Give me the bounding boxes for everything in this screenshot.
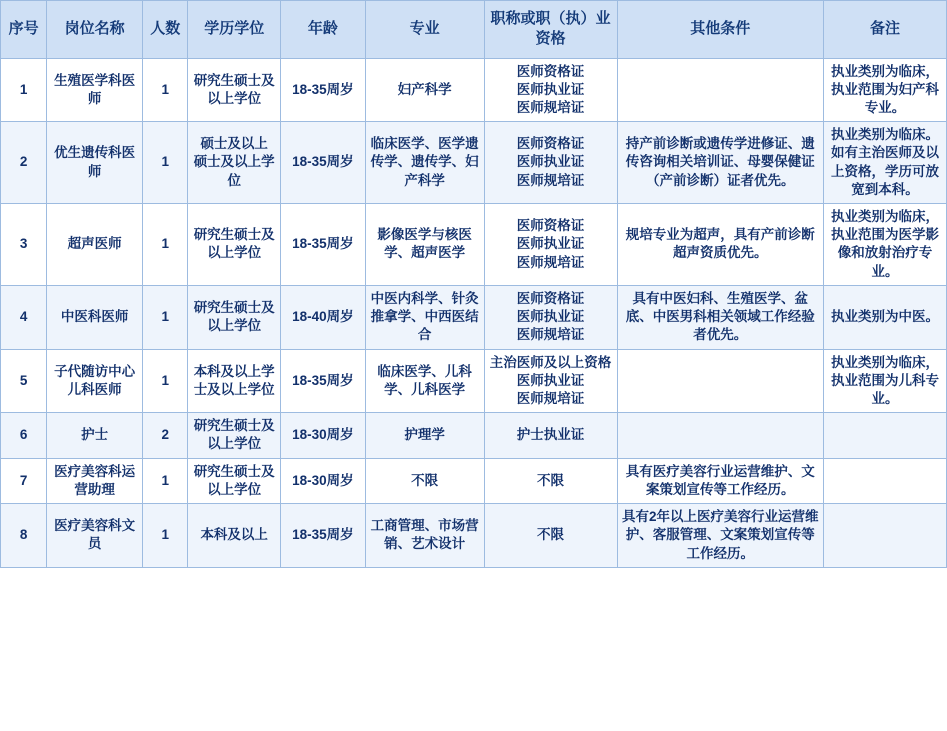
cell-major: 妇产科学 <box>365 58 484 122</box>
cell-major: 临床医学、医学遗传学、遗传学、妇产科学 <box>365 122 484 204</box>
cell-count: 1 <box>143 122 188 204</box>
cell-count: 1 <box>143 58 188 122</box>
cell-edu: 研究生硕士及以上学位 <box>188 458 281 503</box>
cell-edu: 研究生硕士及以上学位 <box>188 58 281 122</box>
cell-age: 18-40周岁 <box>281 285 366 349</box>
cell-num: 4 <box>1 285 47 349</box>
cell-age: 18-35周岁 <box>281 204 366 286</box>
table-row <box>1 349 947 413</box>
cell-cert: 不限 <box>484 504 617 568</box>
cell-edu: 研究生硕士及以上学位 <box>188 285 281 349</box>
cell-other: 具有中医妇科、生殖医学、盆底、中医男科相关领域工作经验者优先。 <box>617 285 824 349</box>
header-row <box>1 1 947 59</box>
cell-remark <box>824 413 947 458</box>
cell-cert: 主治医师及以上资格 医师执业证 医师规培证 <box>484 349 617 413</box>
cell-age: 18-30周岁 <box>281 413 366 458</box>
header-cell-count: 人数 <box>143 1 188 59</box>
header-cell-cert: 职称或职（执）业资格 <box>484 1 617 59</box>
cell-num: 1 <box>1 58 47 122</box>
cell-cert: 不限 <box>484 458 617 503</box>
cell-cert: 医师资格证 医师执业证 医师规培证 <box>484 204 617 286</box>
cell-edu: 硕士及以上 硕士及以上学位 <box>188 122 281 204</box>
cell-edu: 研究生硕士及以上学位 <box>188 204 281 286</box>
cell-remark: 执业类别为临床，执业范围为医学影像和放射治疗专业。 <box>824 204 947 286</box>
cell-cert: 医师资格证 医师执业证 医师规培证 <box>484 122 617 204</box>
cell-age: 18-35周岁 <box>281 58 366 122</box>
cell-remark: 执业类别为临床。如有主治医师及以上资格，学历可放宽到本科。 <box>824 122 947 204</box>
cell-other: 具有医疗美容行业运营维护、文案策划宣传等工作经历。 <box>617 458 824 503</box>
cell-num: 5 <box>1 349 47 413</box>
cell-other: 规培专业为超声，具有产前诊断超声资质优先。 <box>617 204 824 286</box>
cell-edu: 研究生硕士及以上学位 <box>188 413 281 458</box>
cell-count: 2 <box>143 413 188 458</box>
cell-count: 1 <box>143 349 188 413</box>
cell-count: 1 <box>143 458 188 503</box>
cell-name: 子代随访中心儿科医师 <box>47 349 143 413</box>
cell-major: 临床医学、儿科学、儿科医学 <box>365 349 484 413</box>
table-row <box>1 122 947 204</box>
cell-age: 18-35周岁 <box>281 504 366 568</box>
cell-edu: 本科及以上学士及以上学位 <box>188 349 281 413</box>
cell-cert: 护士执业证 <box>484 413 617 458</box>
table-body <box>1 58 947 567</box>
cell-num: 8 <box>1 504 47 568</box>
cell-name: 超声医师 <box>47 204 143 286</box>
cell-other <box>617 413 824 458</box>
cell-other: 具有2年以上医疗美容行业运营维护、客服管理、文案策划宣传等工作经历。 <box>617 504 824 568</box>
cell-cert: 医师资格证 医师执业证 医师规培证 <box>484 285 617 349</box>
cell-name: 医疗美容科运营助理 <box>47 458 143 503</box>
cell-name: 中医科医师 <box>47 285 143 349</box>
table-row <box>1 504 947 568</box>
table-row <box>1 58 947 122</box>
cell-remark <box>824 504 947 568</box>
cell-other <box>617 349 824 413</box>
cell-major: 中医内科学、针灸推拿学、中西医结合 <box>365 285 484 349</box>
cell-num: 7 <box>1 458 47 503</box>
cell-count: 1 <box>143 285 188 349</box>
cell-major: 护理学 <box>365 413 484 458</box>
cell-count: 1 <box>143 204 188 286</box>
cell-remark: 执业类别为临床，执业范围为儿科专业。 <box>824 349 947 413</box>
cell-other <box>617 58 824 122</box>
cell-name: 优生遗传科医师 <box>47 122 143 204</box>
header-cell-other: 其他条件 <box>617 1 824 59</box>
cell-name: 生殖医学科医师 <box>47 58 143 122</box>
header-cell-major: 专业 <box>365 1 484 59</box>
cell-remark: 执业类别为中医。 <box>824 285 947 349</box>
cell-major: 工商管理、市场营销、艺术设计 <box>365 504 484 568</box>
header-cell-remark: 备注 <box>824 1 947 59</box>
header-cell-name: 岗位名称 <box>47 1 143 59</box>
cell-remark: 执业类别为临床，执业范围为妇产科专业。 <box>824 58 947 122</box>
cell-age: 18-35周岁 <box>281 349 366 413</box>
table-row <box>1 285 947 349</box>
cell-num: 2 <box>1 122 47 204</box>
cell-num: 6 <box>1 413 47 458</box>
cell-age: 18-30周岁 <box>281 458 366 503</box>
cell-num: 3 <box>1 204 47 286</box>
table-row <box>1 204 947 286</box>
table-row <box>1 413 947 458</box>
header-cell-edu: 学历学位 <box>188 1 281 59</box>
table-row <box>1 458 947 503</box>
cell-age: 18-35周岁 <box>281 122 366 204</box>
header-cell-age: 年龄 <box>281 1 366 59</box>
table-header <box>1 1 947 59</box>
header-cell-num: 序号 <box>1 1 47 59</box>
cell-other: 持产前诊断或遗传学进修证、遗传咨询相关培训证、母婴保健证（产前诊断）证者优先。 <box>617 122 824 204</box>
cell-remark <box>824 458 947 503</box>
cell-count: 1 <box>143 504 188 568</box>
cell-edu: 本科及以上 <box>188 504 281 568</box>
cell-major: 不限 <box>365 458 484 503</box>
cell-major: 影像医学与核医学、超声医学 <box>365 204 484 286</box>
cell-cert: 医师资格证 医师执业证 医师规培证 <box>484 58 617 122</box>
cell-name: 医疗美容科文员 <box>47 504 143 568</box>
cell-name: 护士 <box>47 413 143 458</box>
